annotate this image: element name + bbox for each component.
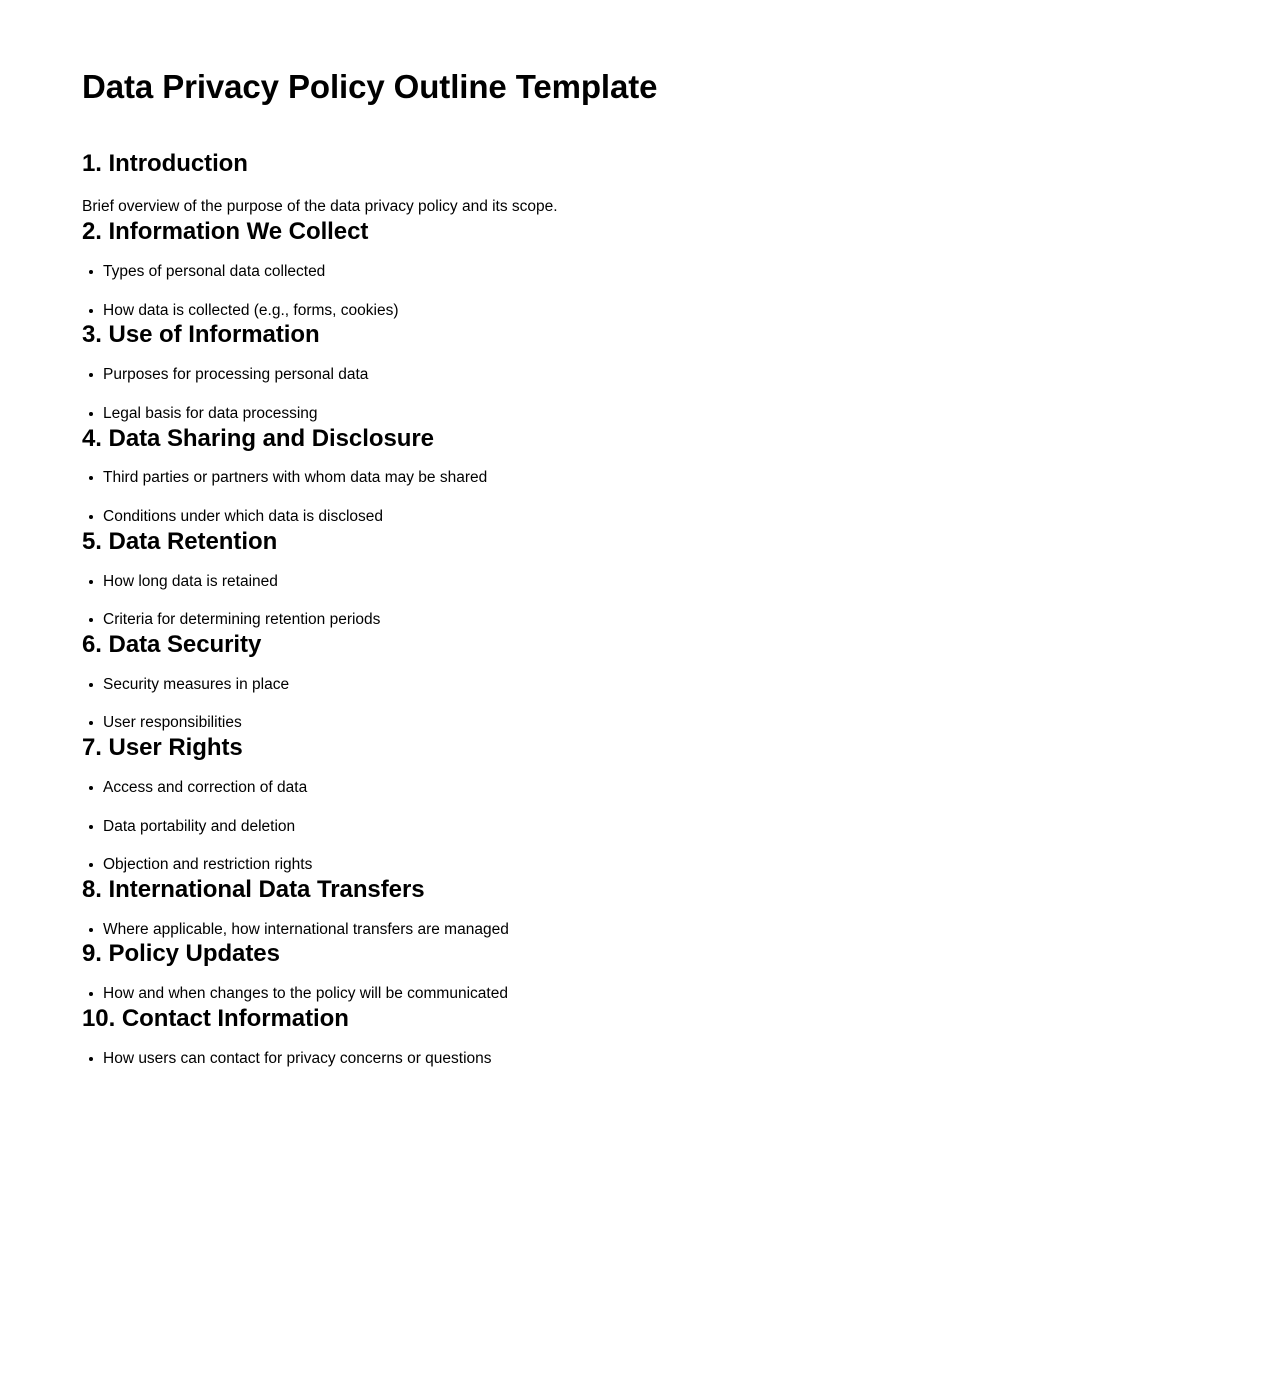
bullet-list <box>82 1048 1263 1070</box>
section-heading: 2. Information We Collect <box>82 218 369 246</box>
list-item <box>82 364 1263 386</box>
list-item-label: Types of personal data collected <box>103 263 326 280</box>
section-heading: 3. Use of Information <box>82 321 320 349</box>
list-item-label: Purposes for processing personal data <box>103 366 369 384</box>
list-item <box>82 506 1263 528</box>
list-item-label: User responsibilities <box>103 714 242 732</box>
bullet-list <box>82 777 1263 876</box>
list-item-label: Data portability and deletion <box>103 817 296 835</box>
list-item <box>82 571 1263 593</box>
list-item <box>82 609 1263 631</box>
section-heading: 6. Data Security <box>82 630 262 658</box>
bullet-list <box>82 571 1263 631</box>
section-heading: 10. Contact Information <box>82 1004 349 1032</box>
list-item <box>82 919 1263 941</box>
bullet-list <box>82 364 1263 424</box>
document-section <box>82 940 1263 1004</box>
bullet-icon <box>89 825 93 829</box>
bullet-list <box>82 261 1263 321</box>
list-item <box>82 1048 1263 1070</box>
list-item <box>82 300 1263 322</box>
list-item-label: Third parties or partners with whom data may be shared <box>103 469 488 487</box>
document-section <box>82 876 1263 940</box>
bullet-list <box>82 983 1263 1005</box>
bullet-icon <box>89 412 93 416</box>
list-item <box>82 816 1263 838</box>
bullet-icon <box>89 928 93 932</box>
section-paragraph: Brief overview of the purpose of the data privacy policy and its scope. <box>82 197 558 215</box>
list-item-label: Criteria for determining retention periods <box>103 611 381 629</box>
bullet-icon <box>89 580 93 584</box>
document-section <box>82 1005 1263 1069</box>
list-item <box>82 983 1263 1005</box>
list-item-label: How long data is retained <box>103 572 278 590</box>
section-heading: 5. Data Retention <box>82 527 278 555</box>
bullet-icon <box>89 1057 93 1061</box>
bullet-list <box>82 919 1263 941</box>
list-item-label: Where applicable, how international transfers are managed <box>103 920 509 938</box>
document-section <box>82 734 1263 876</box>
list-item <box>82 674 1263 696</box>
list-item <box>82 854 1263 876</box>
list-item-label: Legal basis for data processing <box>103 404 318 422</box>
document-section <box>82 321 1263 424</box>
list-item <box>82 777 1263 799</box>
bullet-icon <box>89 683 93 687</box>
sections-container <box>82 150 1263 1069</box>
bullet-icon <box>89 721 93 725</box>
list-item-label: How users can contact for privacy concerns or questions <box>103 1049 492 1067</box>
list-item-label: How data is collected (e.g., forms, cookies) <box>103 301 399 319</box>
bullet-icon <box>89 476 93 480</box>
list-item-label: Conditions under which data is disclosed <box>103 508 384 526</box>
page-title: Data Privacy Policy Outline Template <box>82 68 658 105</box>
list-item <box>82 467 1263 489</box>
bullet-icon <box>89 309 93 313</box>
document-section <box>82 218 1263 321</box>
section-heading: 1. Introduction <box>82 149 248 177</box>
document-section <box>82 425 1263 528</box>
list-item <box>82 403 1263 425</box>
document-section <box>82 631 1263 734</box>
bullet-icon <box>89 863 93 867</box>
section-heading: 4. Data Sharing and Disclosure <box>82 424 434 452</box>
list-item-label: Security measures in place <box>103 675 290 693</box>
bullet-list <box>82 674 1263 734</box>
bullet-icon <box>89 992 93 996</box>
list-item <box>82 712 1263 734</box>
document-section <box>82 150 1263 218</box>
list-item-label: How and when changes to the policy will be communicated <box>103 985 508 1003</box>
bullet-list <box>82 467 1263 527</box>
bullet-icon <box>89 618 93 622</box>
bullet-icon <box>89 373 93 377</box>
list-item-label: Access and correction of data <box>103 778 308 796</box>
list-item <box>82 261 1263 283</box>
document-section <box>82 528 1263 631</box>
bullet-icon <box>89 270 93 274</box>
section-heading: 7. User Rights <box>82 734 243 762</box>
section-heading: 8. International Data Transfers <box>82 875 425 903</box>
bullet-icon <box>89 515 93 519</box>
section-heading: 9. Policy Updates <box>82 940 280 968</box>
bullet-icon <box>89 786 93 790</box>
list-item-label: Objection and restriction rights <box>103 856 313 874</box>
